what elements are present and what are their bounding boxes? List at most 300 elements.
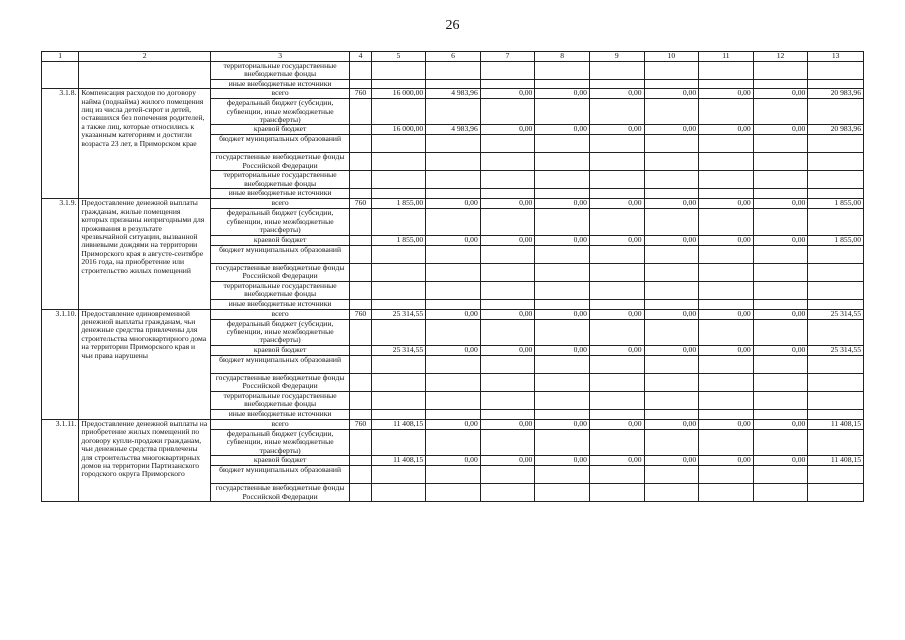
empty-cell: [644, 189, 699, 199]
empty-cell: [371, 189, 426, 199]
value-cell: 0,00: [480, 89, 535, 99]
value-cell: 0,00: [699, 199, 754, 209]
empty-cell: [699, 373, 754, 391]
value-cell: 0,00: [480, 419, 535, 429]
source-cell: территориальные государственные внебюджетные фонды: [210, 391, 350, 409]
code-cell: [350, 235, 371, 245]
value-cell: 0,00: [426, 345, 481, 355]
empty-cell: [808, 189, 864, 199]
source-cell: территориальные государственные внебюджетные фонды: [210, 281, 350, 299]
empty-cell: [426, 466, 481, 484]
empty-cell: [808, 62, 864, 80]
value-cell: 0,00: [589, 309, 644, 319]
source-cell: всего: [210, 309, 350, 319]
empty-cell: [808, 209, 864, 235]
empty-cell: [426, 355, 481, 373]
value-cell: 0,00: [589, 456, 644, 466]
table-body: [42, 52, 864, 502]
empty-cell: [589, 171, 644, 189]
empty-cell: [699, 171, 754, 189]
value-cell: 20 983,96: [808, 125, 864, 135]
empty-cell: [480, 79, 535, 88]
empty-cell: [589, 484, 644, 502]
value-cell: 20 983,96: [808, 89, 864, 99]
empty-cell: [808, 391, 864, 409]
source-cell: территориальные государственные внебюджетные фонды: [210, 171, 350, 189]
empty-cell: [480, 373, 535, 391]
empty-cell: [426, 484, 481, 502]
empty-cell: [699, 355, 754, 373]
code-cell: 760: [350, 89, 371, 99]
empty-cell: [535, 319, 590, 345]
empty-cell: [535, 135, 590, 153]
empty-cell: [808, 373, 864, 391]
value-cell: 11 408,15: [808, 419, 864, 429]
table-row: [42, 89, 864, 99]
value-cell: 1 855,00: [808, 235, 864, 245]
empty-cell: [535, 62, 590, 80]
empty-cell: [589, 99, 644, 125]
empty-cell: [808, 355, 864, 373]
empty-cell: [808, 135, 864, 153]
source-cell: иные внебюджетные источники: [210, 189, 350, 199]
value-cell: 0,00: [644, 199, 699, 209]
empty-cell: [535, 171, 590, 189]
empty-cell: [350, 409, 371, 419]
value-cell: 25 314,55: [371, 345, 426, 355]
empty-cell: [753, 409, 808, 419]
empty-cell: [808, 281, 864, 299]
header-cell: 12: [753, 52, 808, 62]
empty-cell: [808, 429, 864, 455]
empty-cell: [589, 245, 644, 263]
empty-cell: [426, 99, 481, 125]
empty-cell: [535, 79, 590, 88]
item-number-cell: 3.1.10.: [42, 309, 79, 419]
empty-cell: [699, 99, 754, 125]
empty-cell: [644, 153, 699, 171]
empty-cell: [753, 209, 808, 235]
empty-cell: [535, 189, 590, 199]
empty-cell: [535, 263, 590, 281]
item-number-cell: 3.1.11.: [42, 419, 79, 501]
empty-cell: [371, 391, 426, 409]
empty-cell: [535, 153, 590, 171]
empty-cell: [480, 484, 535, 502]
source-cell: территориальные государственные внебюджетные фонды: [210, 62, 350, 80]
empty-cell: [808, 99, 864, 125]
source-cell: бюджет муниципальных образований: [210, 466, 350, 484]
value-cell: 0,00: [589, 235, 644, 245]
empty-cell: [644, 409, 699, 419]
empty-cell: [426, 171, 481, 189]
code-cell: [350, 345, 371, 355]
empty-cell: [808, 319, 864, 345]
code-cell: 760: [350, 419, 371, 429]
value-cell: 0,00: [426, 419, 481, 429]
value-cell: 0,00: [480, 235, 535, 245]
value-cell: 25 314,55: [808, 345, 864, 355]
value-cell: 0,00: [589, 89, 644, 99]
empty-cell: [699, 209, 754, 235]
value-cell: 1 855,00: [371, 199, 426, 209]
empty-cell: [699, 245, 754, 263]
value-cell: 0,00: [753, 456, 808, 466]
header-cell: 3: [210, 52, 350, 62]
value-cell: 0,00: [644, 309, 699, 319]
empty-cell: [699, 62, 754, 80]
value-cell: 0,00: [535, 345, 590, 355]
empty-cell: [644, 209, 699, 235]
empty-cell: [808, 299, 864, 309]
header-cell: 2: [79, 52, 210, 62]
empty-cell: [699, 484, 754, 502]
code-cell: [350, 456, 371, 466]
empty-cell: [589, 62, 644, 80]
empty-cell: [644, 355, 699, 373]
value-cell: 16 000,00: [371, 89, 426, 99]
empty-cell: [699, 319, 754, 345]
value-cell: 0,00: [589, 345, 644, 355]
header-cell: 9: [589, 52, 644, 62]
empty-cell: [426, 135, 481, 153]
empty-cell: [350, 429, 371, 455]
page-number: 26: [445, 18, 460, 33]
empty-cell: [350, 135, 371, 153]
value-cell: 0,00: [644, 345, 699, 355]
header-cell: 6: [426, 52, 481, 62]
source-cell: бюджет муниципальных образований: [210, 355, 350, 373]
empty-cell: [699, 281, 754, 299]
value-cell: 1 855,00: [808, 199, 864, 209]
value-cell: 0,00: [426, 235, 481, 245]
empty-cell: [371, 171, 426, 189]
value-cell: 0,00: [699, 309, 754, 319]
empty-cell: [480, 135, 535, 153]
value-cell: 0,00: [699, 89, 754, 99]
item-name-cell: Предоставление денежной выплаты гражданам, жилые помещения которых признаны непригодными для проживания в результате чрезвычайной ситуации, вызванной ливневыми дождями на территории Приморского края в августе-сентябре 2016 года, на приобретение или строительство жилых помещений: [79, 199, 210, 309]
empty-cell: [426, 281, 481, 299]
empty-cell: [589, 135, 644, 153]
source-cell: всего: [210, 89, 350, 99]
empty-cell: [644, 466, 699, 484]
empty-cell: [480, 62, 535, 80]
value-cell: 0,00: [644, 419, 699, 429]
empty-cell: [371, 245, 426, 263]
empty-cell: [480, 355, 535, 373]
source-cell: всего: [210, 199, 350, 209]
empty-cell: [699, 429, 754, 455]
empty-cell: [350, 373, 371, 391]
empty-cell: [535, 299, 590, 309]
empty-cell: [644, 245, 699, 263]
value-cell: 0,00: [426, 456, 481, 466]
empty-cell: [753, 99, 808, 125]
value-cell: 0,00: [535, 235, 590, 245]
header-cell: 11: [699, 52, 754, 62]
value-cell: 0,00: [699, 345, 754, 355]
source-cell: федеральный бюджет (субсидии, субвенции, иные межбюджетные трансферты): [210, 209, 350, 235]
empty-cell: [808, 171, 864, 189]
empty-cell: [371, 373, 426, 391]
empty-cell: [808, 466, 864, 484]
value-cell: 0,00: [753, 199, 808, 209]
value-cell: 11 408,15: [371, 456, 426, 466]
value-cell: 0,00: [753, 419, 808, 429]
empty-cell: [371, 209, 426, 235]
value-cell: 0,00: [644, 89, 699, 99]
empty-cell: [350, 263, 371, 281]
empty-cell: [589, 409, 644, 419]
empty-cell: [350, 189, 371, 199]
empty-cell: [350, 209, 371, 235]
source-cell: краевой бюджет: [210, 345, 350, 355]
empty-cell: [753, 171, 808, 189]
empty-cell: [589, 319, 644, 345]
empty-cell: [753, 153, 808, 171]
empty-cell: [589, 373, 644, 391]
value-cell: 0,00: [480, 345, 535, 355]
empty-cell: [535, 99, 590, 125]
empty-cell: [371, 484, 426, 502]
source-cell: государственные внебюджетные фонды Российской Федерации: [210, 373, 350, 391]
empty-cell: [350, 466, 371, 484]
empty-cell: [808, 153, 864, 171]
empty-cell: [589, 429, 644, 455]
empty-cell: [350, 299, 371, 309]
empty-cell: [535, 281, 590, 299]
empty-cell: [753, 429, 808, 455]
empty-cell: [371, 99, 426, 125]
value-cell: 0,00: [753, 309, 808, 319]
value-cell: 0,00: [535, 456, 590, 466]
source-cell: федеральный бюджет (субсидии, субвенции, иные межбюджетные трансферты): [210, 319, 350, 345]
source-cell: государственные внебюджетные фонды Российской Федерации: [210, 153, 350, 171]
empty-cell: [480, 153, 535, 171]
code-cell: 760: [350, 199, 371, 209]
empty-cell: [480, 299, 535, 309]
empty-cell: [699, 263, 754, 281]
empty-cell: [480, 99, 535, 125]
item-number-cell: 3.1.9.: [42, 199, 79, 309]
source-cell: краевой бюджет: [210, 456, 350, 466]
empty-cell: [808, 79, 864, 88]
empty-cell: [350, 391, 371, 409]
empty-cell: [753, 263, 808, 281]
source-cell: федеральный бюджет (субсидии, субвенции, иные межбюджетные трансферты): [210, 429, 350, 455]
empty-cell: [589, 79, 644, 88]
source-cell: бюджет муниципальных образований: [210, 135, 350, 153]
empty-cell: [350, 245, 371, 263]
empty-cell: [350, 171, 371, 189]
empty-cell: [699, 135, 754, 153]
empty-cell: [753, 319, 808, 345]
empty-cell: [589, 466, 644, 484]
value-cell: 25 314,55: [808, 309, 864, 319]
empty-cell: [535, 355, 590, 373]
value-cell: 0,00: [699, 456, 754, 466]
empty-cell: [480, 391, 535, 409]
empty-cell: [426, 373, 481, 391]
value-cell: 0,00: [589, 125, 644, 135]
empty-cell: [350, 79, 371, 88]
empty-cell: [699, 299, 754, 309]
empty-cell: [350, 153, 371, 171]
value-cell: 1 855,00: [371, 235, 426, 245]
empty-cell: [644, 62, 699, 80]
source-cell: всего: [210, 419, 350, 429]
item-name-cell: Предоставление единовременной денежной выплаты гражданам, чьи денежные средства привлечены для строительства многоквартирного дома на территории Приморского края и чьи права нарушены: [79, 309, 210, 419]
empty-cell: [808, 409, 864, 419]
source-cell: федеральный бюджет (субсидии, субвенции, иные межбюджетные трансферты): [210, 99, 350, 125]
empty-cell: [589, 189, 644, 199]
empty-cell: [808, 484, 864, 502]
value-cell: 0,00: [644, 125, 699, 135]
value-cell: 0,00: [644, 235, 699, 245]
empty-cell: [753, 466, 808, 484]
empty-cell: [426, 189, 481, 199]
empty-cell: [644, 319, 699, 345]
header-cell: 4: [350, 52, 371, 62]
empty-cell: [644, 263, 699, 281]
empty-cell: [480, 409, 535, 419]
empty-cell: [535, 484, 590, 502]
empty-cell: [589, 263, 644, 281]
empty-cell: [753, 245, 808, 263]
value-cell: 0,00: [753, 89, 808, 99]
value-cell: 0,00: [535, 309, 590, 319]
value-cell: 0,00: [426, 199, 481, 209]
empty-cell: [535, 209, 590, 235]
table-row: [42, 62, 864, 80]
value-cell: 0,00: [535, 419, 590, 429]
value-cell: 0,00: [535, 89, 590, 99]
empty-cell: [753, 135, 808, 153]
empty-cell: [753, 355, 808, 373]
value-cell: 0,00: [644, 456, 699, 466]
empty-cell: [371, 299, 426, 309]
value-cell: 0,00: [480, 456, 535, 466]
empty-cell: [753, 391, 808, 409]
empty-cell: [753, 299, 808, 309]
empty-cell: [371, 319, 426, 345]
empty-cell: [589, 355, 644, 373]
item-name-cell: Компенсация расходов по договору найма (поднайма) жилого помещения лиц из числа детей-сирот и детей, оставшихся без попечения родителей, а также лиц, которые относились к указанным категориям и достигли возраста 23 лет, в Приморском крае: [79, 89, 210, 199]
empty-cell: [371, 466, 426, 484]
empty-cell: [699, 189, 754, 199]
empty-cell: [699, 466, 754, 484]
empty-cell: [426, 391, 481, 409]
table-row: [42, 309, 864, 319]
header-cell: 1: [42, 52, 79, 62]
empty-cell: [480, 281, 535, 299]
table-row: [42, 199, 864, 209]
empty-cell: [644, 299, 699, 309]
empty-cell: [371, 355, 426, 373]
value-cell: 0,00: [535, 125, 590, 135]
empty-cell: [426, 299, 481, 309]
empty-cell: [426, 209, 481, 235]
item-name-cell: [79, 62, 210, 89]
empty-cell: [699, 391, 754, 409]
header-cell: 7: [480, 52, 535, 62]
empty-cell: [753, 189, 808, 199]
empty-cell: [350, 62, 371, 80]
empty-cell: [589, 281, 644, 299]
value-cell: 0,00: [699, 235, 754, 245]
empty-cell: [644, 79, 699, 88]
empty-cell: [808, 245, 864, 263]
header-cell: 5: [371, 52, 426, 62]
value-cell: 25 314,55: [371, 309, 426, 319]
empty-cell: [350, 484, 371, 502]
empty-cell: [426, 245, 481, 263]
value-cell: 0,00: [753, 235, 808, 245]
empty-cell: [589, 153, 644, 171]
empty-cell: [644, 171, 699, 189]
empty-cell: [644, 373, 699, 391]
source-cell: государственные внебюджетные фонды Российской Федерации: [210, 263, 350, 281]
empty-cell: [426, 429, 481, 455]
empty-cell: [426, 263, 481, 281]
value-cell: 11 408,15: [371, 419, 426, 429]
empty-cell: [753, 79, 808, 88]
empty-cell: [589, 299, 644, 309]
source-cell: государственные внебюджетные фонды Российской Федерации: [210, 484, 350, 502]
empty-cell: [644, 99, 699, 125]
source-cell: иные внебюджетные источники: [210, 299, 350, 309]
empty-cell: [644, 429, 699, 455]
header-row: [42, 52, 864, 62]
value-cell: 0,00: [480, 199, 535, 209]
table-row: [42, 419, 864, 429]
empty-cell: [753, 62, 808, 80]
value-cell: 4 983,96: [426, 125, 481, 135]
empty-cell: [480, 466, 535, 484]
value-cell: 0,00: [753, 125, 808, 135]
empty-cell: [535, 429, 590, 455]
empty-cell: [589, 391, 644, 409]
empty-cell: [644, 391, 699, 409]
code-cell: 760: [350, 309, 371, 319]
value-cell: 0,00: [589, 419, 644, 429]
empty-cell: [480, 319, 535, 345]
empty-cell: [480, 209, 535, 235]
value-cell: 0,00: [535, 199, 590, 209]
empty-cell: [371, 281, 426, 299]
value-cell: 0,00: [480, 125, 535, 135]
empty-cell: [371, 263, 426, 281]
empty-cell: [426, 319, 481, 345]
empty-cell: [480, 245, 535, 263]
empty-cell: [480, 171, 535, 189]
empty-cell: [350, 355, 371, 373]
value-cell: 0,00: [699, 125, 754, 135]
empty-cell: [371, 409, 426, 419]
empty-cell: [699, 153, 754, 171]
empty-cell: [350, 99, 371, 125]
empty-cell: [371, 429, 426, 455]
budget-table: [41, 51, 864, 502]
empty-cell: [808, 263, 864, 281]
empty-cell: [426, 62, 481, 80]
value-cell: 16 000,00: [371, 125, 426, 135]
empty-cell: [480, 189, 535, 199]
item-name-cell: Предоставление денежной выплаты на приобретение жилых помещений по договору купли-продажи гражданам, чьи денежные средства привлечены для строительства многоквартирных домов на территории Партизанского городского округа Приморского: [79, 419, 210, 501]
value-cell: 0,00: [589, 199, 644, 209]
value-cell: 4 983,96: [426, 89, 481, 99]
empty-cell: [350, 319, 371, 345]
